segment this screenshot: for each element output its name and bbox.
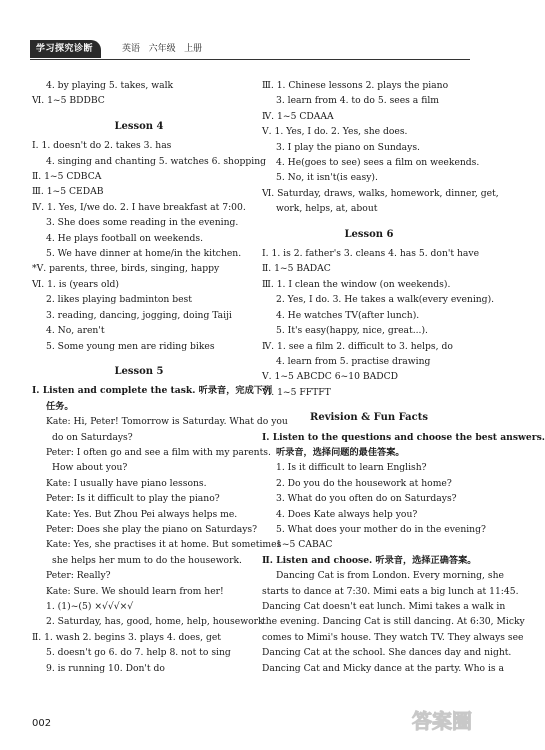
answer-line: Ⅱ. 1. wash 2. begins 3. plays 4. does, get — [32, 631, 221, 643]
answer-line: Peter: Does she play the piano on Saturdays? — [46, 523, 258, 535]
answer-line: Ⅲ. 1~5 CEDAB — [32, 186, 104, 198]
answer-line: 5. doesn't go 6. do 7. help 8. not to sing — [46, 647, 231, 659]
answer-line: she helps her mum to do the housework. — [52, 554, 242, 566]
answer-line: 3. What do you often do on Saturdays? — [276, 493, 457, 505]
answer-line: Ⅲ. 1. I clean the window (on weekends). — [262, 278, 451, 290]
answer-line: 3. I play the piano on Sundays. — [276, 141, 420, 153]
answer-line: 4. singing and chanting 5. watches 6. shopping — [46, 155, 267, 167]
watermark-text: 答案圈 — [412, 709, 472, 733]
answer-line: work, helps, at, about — [276, 203, 378, 215]
page-header — [30, 38, 470, 60]
section-heading: Lesson 4 — [114, 120, 164, 132]
answer-line: Dancing Cat doesn't eat lunch. Mimi takes a walk in — [262, 601, 506, 612]
section-heading: Lesson 6 — [344, 228, 394, 240]
page-number: 002 — [32, 718, 52, 729]
answer-line: Kate: Yes, she practises it at home. But sometimes — [46, 539, 282, 551]
answer-line: Ⅰ. 1. is 2. father's 3. cleans 4. has 5. don't have — [262, 248, 480, 260]
answer-line: Ⅱ. 1~5 BADAC — [262, 263, 331, 275]
answer-line: 4. by playing 5. takes, walk — [46, 80, 174, 91]
header-rule — [30, 59, 470, 60]
answer-line: How about you? — [52, 462, 128, 474]
answer-line: 3. learn from 4. to do 5. sees a film — [276, 95, 439, 107]
answer-line: Ⅵ. 1~5 FFTFT — [262, 386, 331, 398]
answer-line: 4. Does Kate always help you? — [276, 508, 418, 520]
answer-line: Kate: Yes. But Zhou Pei always helps me. — [46, 508, 238, 520]
answer-line: Dancing Cat and Micky dance at the party. Who is a — [262, 662, 505, 674]
answer-line: Ⅰ. Listen to the questions and choose the best answers. — [262, 431, 545, 443]
answer-line: 1~5 CABAC — [276, 539, 333, 551]
answer-line: 4. No, aren't — [46, 325, 105, 337]
answer-line: Ⅵ. 1~5 BDDBC — [32, 95, 105, 107]
answer-line: Ⅱ. 1~5 CDBCA — [32, 171, 102, 183]
left-column — [32, 78, 288, 676]
series-title: 学习探究诊断 — [30, 40, 101, 58]
watermark-logo — [396, 702, 488, 742]
answer-line: 2. Yes, I do. 3. He takes a walk(every evening). — [276, 294, 495, 306]
answer-line: Ⅳ. 1. see a film 2. difficult to 3. helps, do — [262, 340, 453, 352]
section-heading: Lesson 5 — [114, 365, 164, 377]
answer-line: *Ⅴ. parents, three, birds, singing, happy — [32, 263, 220, 275]
answer-line: 4. learn from 5. practise drawing — [276, 355, 431, 367]
answer-line: 2. likes playing badminton best — [46, 294, 192, 306]
answer-line: 4. He(goes to see) sees a film on weekends. — [276, 157, 480, 169]
answer-line: 9. is running 10. Don't do — [46, 662, 165, 674]
answer-line: 听录音，选择问题的最佳答案。 — [276, 446, 405, 458]
answer-line: 1. (1)~(5) ×√√√×√ — [46, 601, 134, 612]
answer-line: do on Saturdays? — [52, 431, 133, 443]
answer-line: 5. It's easy(happy, nice, great...). — [276, 325, 428, 337]
answer-line: Ⅳ. 1~5 CDAAA — [262, 110, 334, 122]
answer-line: 1. Is it difficult to learn English? — [276, 462, 427, 474]
answer-line: Ⅴ. 1~5 ABCDC 6~10 BADCD — [262, 371, 398, 383]
answer-line: 2. Do you do the housework at home? — [276, 477, 452, 489]
answer-line: Peter: Is it difficult to play the piano? — [46, 493, 220, 505]
section-heading: Revision & Fun Facts — [310, 412, 428, 424]
answer-line: 5. No, it isn't(is easy). — [276, 172, 378, 184]
answer-line: starts to dance at 7:30. Mimi eats a big lunch at 11:45. — [262, 585, 519, 597]
answer-line: Dancing Cat is from London. Every morning, she — [276, 570, 504, 582]
answer-line: 3. She does some reading in the evening. — [46, 217, 239, 229]
answer-line: 任务。 — [46, 400, 74, 412]
answer-line: Ⅴ. 1. Yes, I do. 2. Yes, she does. — [262, 126, 408, 138]
answer-line: comes to Mimi's house. They watch TV. They always see — [262, 631, 524, 643]
answer-line: Dancing Cat at the school. She dances day and night. — [262, 647, 512, 659]
answer-line: the evening. Dancing Cat is still dancing. At 6:30, Micky — [262, 616, 525, 628]
answer-line: Kate: I usually have piano lessons. — [46, 477, 207, 489]
answer-line: Ⅵ. Saturday, draws, walks, homework, dinner, get, — [262, 187, 499, 199]
answer-line: Peter: Really? — [46, 570, 111, 582]
answer-line: Peter: I often go and see a film with my parents. — [46, 446, 271, 458]
answer-line: Ⅱ. Listen and choose. 听录音，选择正确答案。 — [262, 554, 477, 566]
answer-line: Kate: Sure. We should learn from her! — [46, 585, 224, 597]
answer-line: 5. We have dinner at home/in the kitchen. — [46, 248, 242, 260]
answer-line: 2. Saturday, has, good, home, help, housework — [46, 616, 264, 628]
right-column — [262, 78, 545, 676]
answer-line: 3. reading, dancing, jogging, doing Taiji — [46, 309, 232, 321]
answer-line: 5. What does your mother do in the evening? — [276, 523, 486, 535]
answer-line: 4. He plays football on weekends. — [46, 232, 204, 244]
answer-line: Kate: Hi, Peter! Tomorrow is Saturday. What do you — [46, 416, 288, 428]
book-info: 英语 六年级 上册 — [122, 44, 203, 54]
answer-line: 4. He watches TV(after lunch). — [276, 309, 420, 321]
answer-line: Ⅵ. 1. is (years old) — [32, 278, 119, 290]
answer-line: Ⅰ. Listen and complete the task. 听录音，完成下列 — [32, 385, 273, 397]
answer-line: Ⅲ. 1. Chinese lessons 2. plays the piano — [262, 80, 449, 91]
answer-line: Ⅳ. 1. Yes, I/we do. 2. I have breakfast at 7:00. — [32, 201, 246, 213]
answer-line: 5. Some young men are riding bikes — [46, 340, 215, 352]
answer-line: Ⅰ. 1. doesn't do 2. takes 3. has — [32, 140, 172, 152]
